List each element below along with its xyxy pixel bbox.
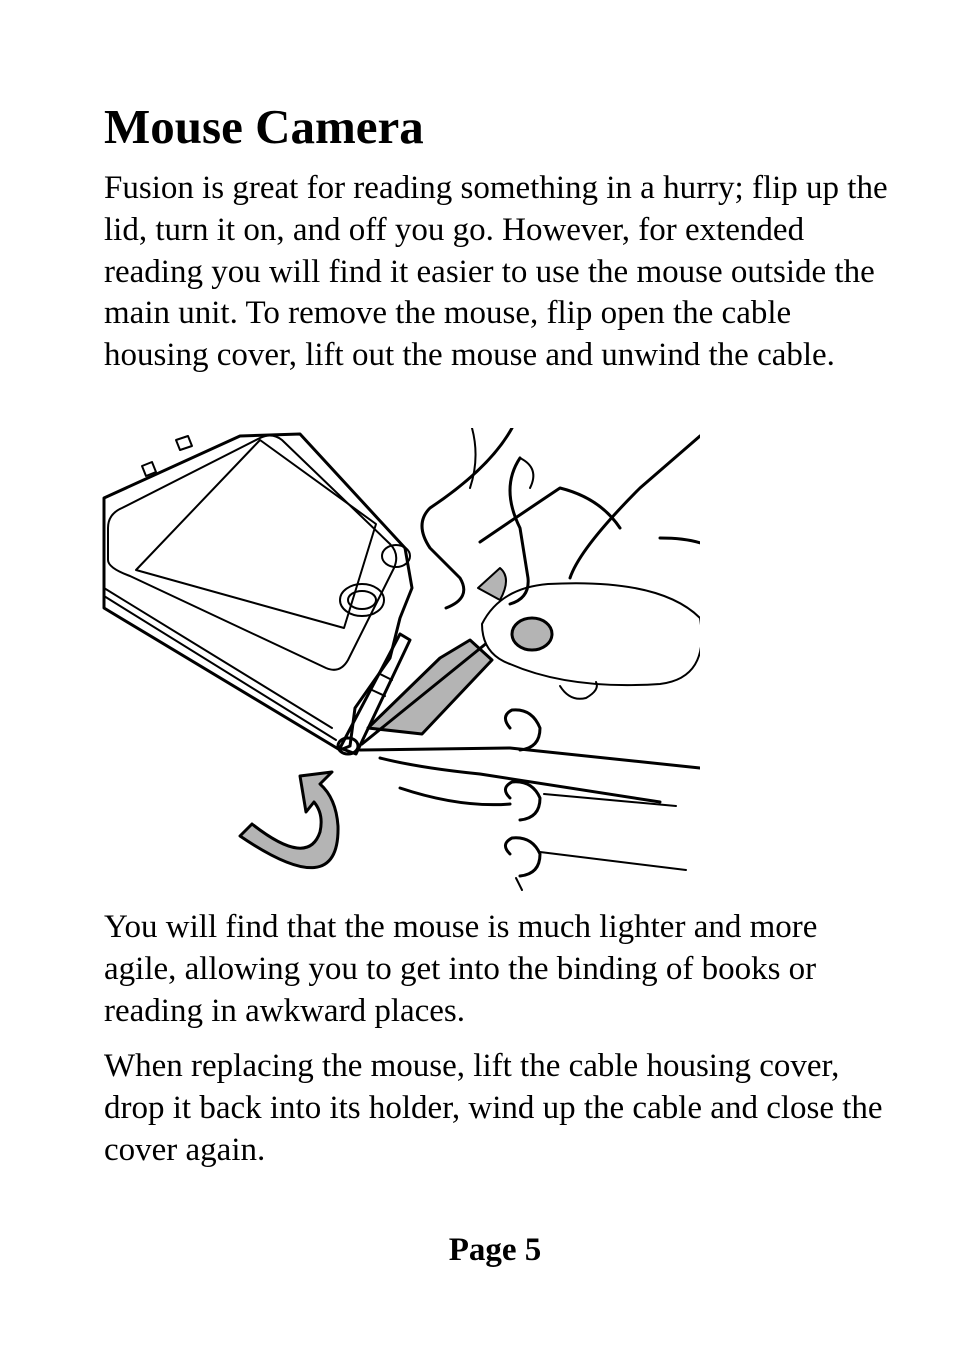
flip-open-arrow [240,772,338,868]
mouse-camera-lens [512,618,552,650]
hand-right [570,436,700,578]
page-title: Mouse Camera [104,99,424,154]
intro-paragraph: Fusion is great for reading something in a hurry; flip up the lid, turn it on, and off you go. However, for extended reading you will find it easier to use the mouse outside the main unit. To remove the mouse, flip open the cable housing cover, lift out the mouse and unwind the cable. [104,170,888,374]
mouse-benefits-paragraph: You will find that the mouse is much lighter and more agile, allowing you to get into the binding of books or reading in awkward places. [104,909,818,1029]
mouse-removal-illustration [100,428,700,892]
page-number: Page 5 [448,1232,542,1268]
replacing-mouse-paragraph: When replacing the mouse, lift the cable housing cover, drop it back into its holder, wind up the cable and close the cover again. [104,1048,883,1168]
